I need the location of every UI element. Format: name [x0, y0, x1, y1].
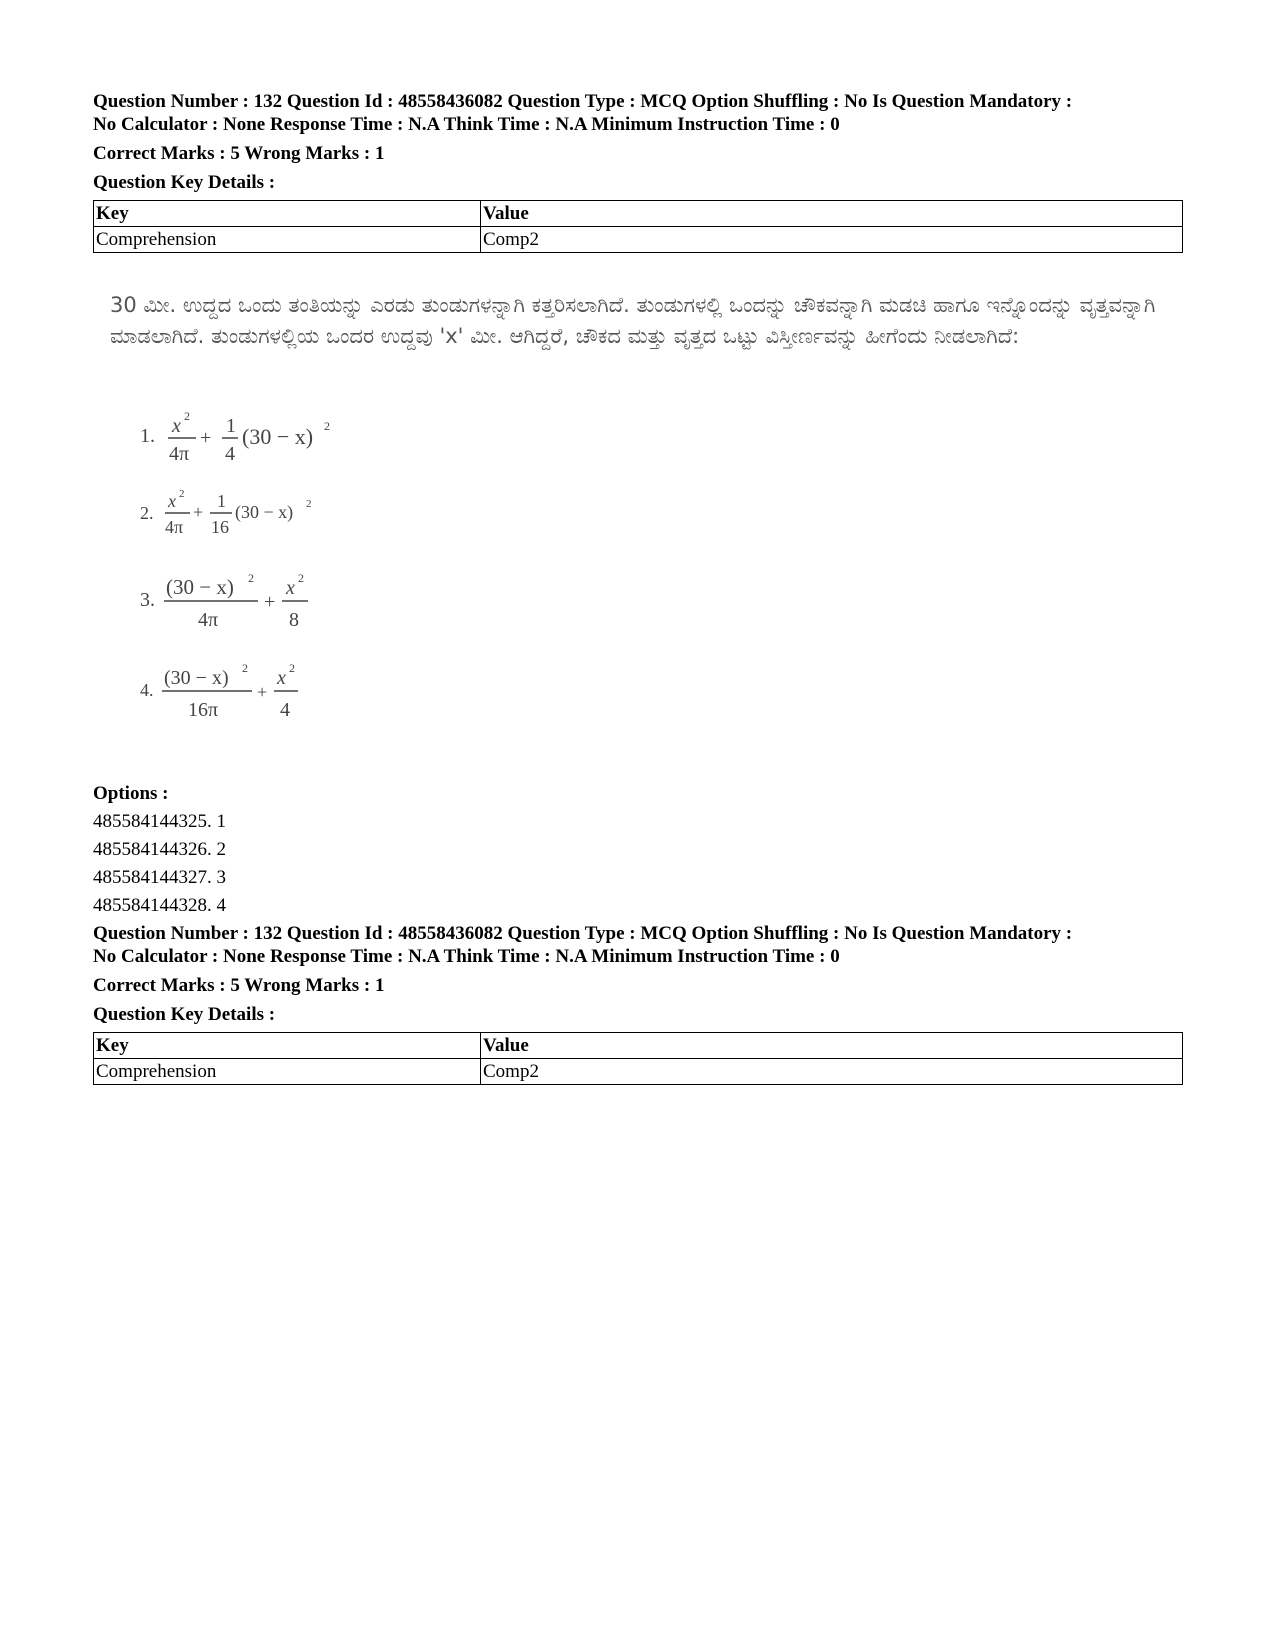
plus-sign: +: [264, 591, 276, 613]
choice-number: 2.: [140, 503, 154, 523]
table-header-cell: Key: [94, 1033, 481, 1059]
exponent: 2: [324, 419, 330, 433]
options-title: Options :: [93, 783, 169, 804]
plus-sign: +: [200, 427, 212, 449]
fraction-denominator: 16π: [188, 699, 219, 721]
question-meta-line: No Calculator : None Response Time : N.A Think Time : N.A Minimum Instruction Time : 0: [93, 946, 840, 967]
plus-sign: +: [193, 502, 204, 522]
key-details-table: [93, 200, 1183, 253]
choice-1-formula: [140, 410, 380, 466]
table-row: [94, 227, 1183, 253]
table-header-cell: Key: [94, 201, 481, 227]
plus-sign: +: [257, 682, 268, 702]
option-item: 485584144326. 2: [93, 839, 226, 860]
table-cell: Comprehension: [94, 227, 481, 253]
question-meta-line: Question Number : 132 Question Id : 48558436082 Question Type : MCQ Option Shuffling : No Is Question Mandatory :: [93, 923, 1073, 944]
fraction-denominator: 8: [289, 609, 299, 631]
choice-3-formula: [140, 568, 380, 634]
table-header-cell: Value: [481, 1033, 1183, 1059]
key-details-title: Question Key Details :: [93, 1004, 276, 1025]
table-row: [94, 1059, 1183, 1085]
fraction-numerator: x: [286, 577, 295, 599]
choice-number: 4.: [140, 680, 154, 700]
table-header-row: [94, 201, 1183, 227]
fraction-numerator: 1: [217, 491, 226, 511]
question-header-block: [93, 922, 1183, 1085]
table-header-cell: Value: [481, 201, 1183, 227]
fraction-denominator: 4: [280, 699, 290, 721]
exponent: 2: [298, 571, 304, 585]
fraction-denominator: 16: [211, 517, 229, 537]
table-cell: Comprehension: [94, 1059, 481, 1085]
exponent: 2: [289, 661, 295, 675]
fraction-numerator: (30 − x): [166, 575, 234, 599]
fraction-numerator: x: [172, 415, 181, 437]
choice-2-formula: [140, 485, 380, 541]
question-header-block: [93, 90, 1183, 253]
choice-4-formula: [140, 658, 380, 724]
option-item: 485584144328. 4: [93, 895, 226, 916]
marks-line: Correct Marks : 5 Wrong Marks : 1: [93, 143, 385, 164]
fraction-denominator: 4: [225, 443, 235, 465]
table-cell: Comp2: [481, 1059, 1183, 1085]
exponent: 2: [306, 498, 312, 510]
fraction-numerator: 1: [226, 415, 236, 437]
exponent: 2: [179, 488, 185, 500]
formula-term: (30 − x): [242, 424, 314, 449]
key-details-table: [93, 1032, 1183, 1085]
options-list: [93, 780, 226, 920]
fraction-numerator: (30 − x): [164, 667, 229, 689]
key-details-title: Question Key Details :: [93, 172, 276, 193]
marks-line: Correct Marks : 5 Wrong Marks : 1: [93, 975, 385, 996]
option-item: 485584144325. 1: [93, 811, 226, 832]
choice-number: 1.: [140, 425, 155, 447]
question-meta-line: No Calculator : None Response Time : N.A Think Time : N.A Minimum Instruction Time : 0: [93, 114, 840, 135]
fraction-denominator: 4π: [165, 517, 184, 537]
option-item: 485584144327. 3: [93, 867, 226, 888]
formula-term: (30 − x): [235, 502, 294, 522]
fraction-denominator: 4π: [169, 443, 190, 465]
question-meta-line: Question Number : 132 Question Id : 48558436082 Question Type : MCQ Option Shuffling : No Is Question Mandatory :: [93, 91, 1073, 112]
exponent: 2: [242, 661, 248, 675]
question-stem: 30 ಮೀ. ಉದ್ದದ ಒಂದು ತಂತಿಯನ್ನು ಎರಡು ತುಂಡುಗಳನ್ನಾಗಿ ಕತ್ತರಿಸಲಾಗಿದೆ. ತುಂಡುಗಳಲ್ಲಿ ಒಂದನ್ನು ಚೌಕವನ್ನಾಗಿ ಮಡಚಿ ಹಾಗೂ ಇನ್ನೊಂದನ್ನು ವೃತ್ತವನ್ನಾಗಿ ಮಾಡಲಾಗಿದೆ. ತುಂಡುಗಳಲ್ಲಿಯ ಒಂದರ ಉದ್ದವು 'x' ಮೀ. ಆಗಿದ್ದರೆ, ಚೌಕದ ಮತ್ತು ವೃತ್ತದ ಒಟ್ಟು ವಿಸ್ತೀರ್ಣವನ್ನು ಹೀಗೆಂದು ನೀಡಲಾಗಿದೆ:: [110, 293, 1156, 348]
table-cell: Comp2: [481, 227, 1183, 253]
choice-number: 3.: [140, 589, 155, 611]
fraction-numerator: x: [277, 667, 286, 689]
exponent: 2: [184, 410, 190, 423]
exponent: 2: [248, 571, 254, 585]
fraction-denominator: 4π: [198, 609, 219, 631]
fraction-numerator: x: [168, 491, 176, 511]
table-header-row: [94, 1033, 1183, 1059]
